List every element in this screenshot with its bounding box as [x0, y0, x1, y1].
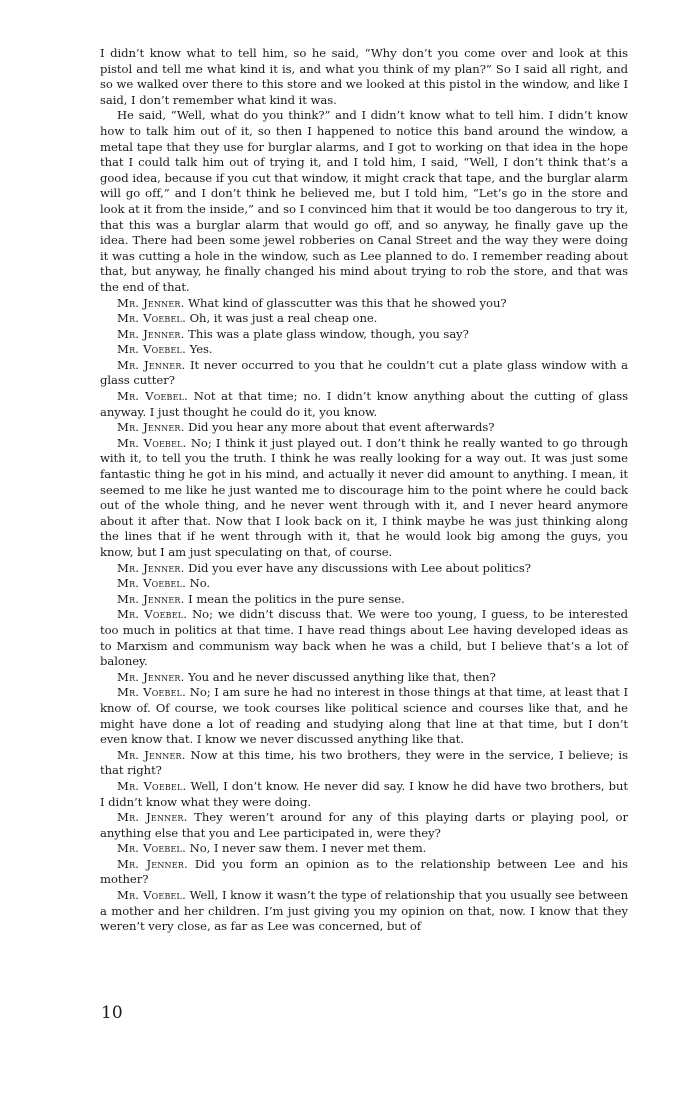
speaker-label: Mr. Voebel.	[117, 435, 187, 450]
speaker-label: Mr. Voebel.	[117, 778, 187, 793]
paragraph-text: I mean the politics in the pure sense.	[188, 591, 405, 606]
testimony-paragraph	[100, 358, 628, 389]
paragraph-text: No; I am sure he had no interest in those things at that time, at least that I know of. Of course, we took courses like political science and courses like that, and he might have done a lot of reading and studying along that line at that time, but I don’t even know that. I know we never discussed anything like that.	[100, 685, 628, 747]
speaker-label: Mr. Jenner.	[117, 591, 185, 606]
testimony-paragraph	[100, 810, 628, 841]
paragraph-text: Did you form an opinion as to the relationship between Lee and his mother?	[100, 856, 628, 887]
narrative-paragraph	[100, 46, 628, 108]
testimony-paragraph	[100, 607, 628, 669]
paragraph-text: Oh, it was just a real cheap one.	[189, 311, 378, 326]
speaker-label: Mr. Jenner.	[117, 669, 185, 684]
testimony-paragraph	[100, 685, 628, 747]
paragraph-text: You and he never discussed anything like that, then?	[188, 669, 496, 684]
testimony-paragraph	[100, 420, 628, 436]
paragraph-text: Not at that time; no. I didn’t know anything about the cutting of glass anyway. I just thought he could do it, you know.	[100, 389, 628, 419]
testimony-paragraph	[100, 779, 628, 810]
testimony-paragraph	[100, 576, 628, 592]
testimony-paragraph	[100, 327, 628, 343]
testimony-paragraph	[100, 296, 628, 312]
paragraph-text: Well, I don’t know. He never did say. I know he did have two brothers, but I didn’t know what they were doing.	[100, 778, 628, 809]
speaker-label: Mr. Voebel.	[117, 888, 186, 903]
paragraph-text: This was a plate glass window, though, you say?	[188, 326, 469, 341]
paragraph-text: Well, I know it wasn’t the type of relationship that you usually see between a mother and her children. I’m just giving you my opinion on that, now. I know that they weren’t very close, as far as Lee was concerned, but of	[100, 888, 629, 934]
paragraph-text: No.	[189, 576, 211, 591]
narrative-paragraph	[100, 108, 628, 295]
paragraph-text: He said, “Well, what do you think?” and I didn’t know what to tell him. I didn’t know how to talk him out of it, so then I happened to notice this band around the window, a metal tape that they use for burglar alarms, and I got to working on that idea in the hope that I could talk him out of trying it, and I told him, I said, “Well, I don’t think that’s a good idea, because if you cut that window, it might crack that tape, and the burglar alarm will go off,” and I don’t think he believed me, but I told him, “Let’s go in the store and look at it from the inside,” and so I convinced him that it would be too dangerous to try it, that this was a burglar alarm that would go off, and so anyway, he finally gave up the idea. There had been some jewel robberies on Canal Street and the way they were doing it was cutting a hole in the window, such as Lee planned to do. I remember reading about that, but anyway, he finally changed his mind about trying to rob the store, and that was the end of that.	[100, 108, 628, 294]
speaker-label: Mr. Voebel.	[117, 342, 186, 357]
testimony-text	[100, 46, 628, 935]
speaker-label: Mr. Voebel.	[117, 607, 188, 622]
testimony-paragraph	[100, 857, 628, 888]
testimony-paragraph	[100, 841, 628, 857]
paragraph-text: It never occurred to you that he couldn’t cut a plate glass window with a glass cutter?	[100, 357, 628, 388]
speaker-label: Mr. Voebel.	[117, 576, 186, 591]
speaker-label: Mr. Jenner.	[117, 357, 186, 372]
paragraph-text: No; I think it just played out. I don’t think he really wanted to go through with it, to tell you the truth. I think he was really looking for a way out. It was just some fantastic thing he got in his mind, and actually it never did amount to anything. I mean, it seemed to me like he just wanted me to discourage him to the point where he could back out of the whole thing, and he never went through with it, and I never heard anymore about it after that. Now that I look back on it, I think maybe he was just thinking along the lines that if he went through with it, that he would look big among the guys, you know, but I am just speculating on that, of course.	[100, 435, 629, 559]
testimony-paragraph	[100, 389, 628, 420]
paragraph-text: Yes.	[189, 342, 213, 357]
testimony-paragraph	[100, 436, 628, 561]
speaker-label: Mr. Voebel.	[117, 685, 187, 700]
paragraph-text: No, I never saw them. I never met them.	[189, 841, 427, 856]
paragraph-text: What kind of glasscutter was this that he showed you?	[188, 295, 507, 310]
paragraph-text: Now at this time, his two brothers, they were in the service, I believe; is that right?	[100, 747, 628, 778]
testimony-paragraph	[100, 888, 628, 935]
testimony-paragraph	[100, 561, 628, 577]
speaker-label: Mr. Jenner.	[117, 560, 185, 575]
speaker-label: Mr. Jenner.	[117, 810, 188, 825]
paragraph-text: No; we didn’t discuss that. We were too young, I guess, to be interested too much in politics at that time. I have read things about Lee having developed ideas as to Marxism and communism way back when he was a child, but I believe that’s a lot of baloney.	[100, 607, 628, 669]
testimony-paragraph	[100, 311, 628, 327]
speaker-label: Mr. Jenner.	[117, 856, 188, 871]
paragraph-text: Did you ever have any discussions with Lee about politics?	[188, 560, 531, 575]
page-number: 10	[101, 1003, 123, 1023]
paragraph-text: I didn’t know what to tell him, so he said, “Why don’t you come over and look at this pistol and tell me what kind it is, and what you think of my plan?” So I said all right, and so we walked over there to this store and we looked at this pistol in the window, and like I said, I don’t remember what kind it was.	[100, 46, 628, 107]
speaker-label: Mr. Voebel.	[117, 311, 186, 326]
testimony-paragraph	[100, 670, 628, 686]
speaker-label: Mr. Voebel.	[117, 389, 189, 404]
speaker-label: Mr. Jenner.	[117, 295, 185, 310]
speaker-label: Mr. Jenner.	[117, 420, 185, 435]
paragraph-text: Did you hear any more about that event afterwards?	[188, 420, 495, 435]
speaker-label: Mr. Voebel.	[117, 841, 186, 856]
testimony-paragraph	[100, 592, 628, 608]
testimony-paragraph	[100, 342, 628, 358]
speaker-label: Mr. Jenner.	[117, 747, 186, 762]
paragraph-text: They weren’t around for any of this playing darts or playing pool, or anything else that you and Lee participated in, were they?	[100, 810, 628, 840]
speaker-label: Mr. Jenner.	[117, 326, 185, 341]
testimony-paragraph	[100, 748, 628, 779]
